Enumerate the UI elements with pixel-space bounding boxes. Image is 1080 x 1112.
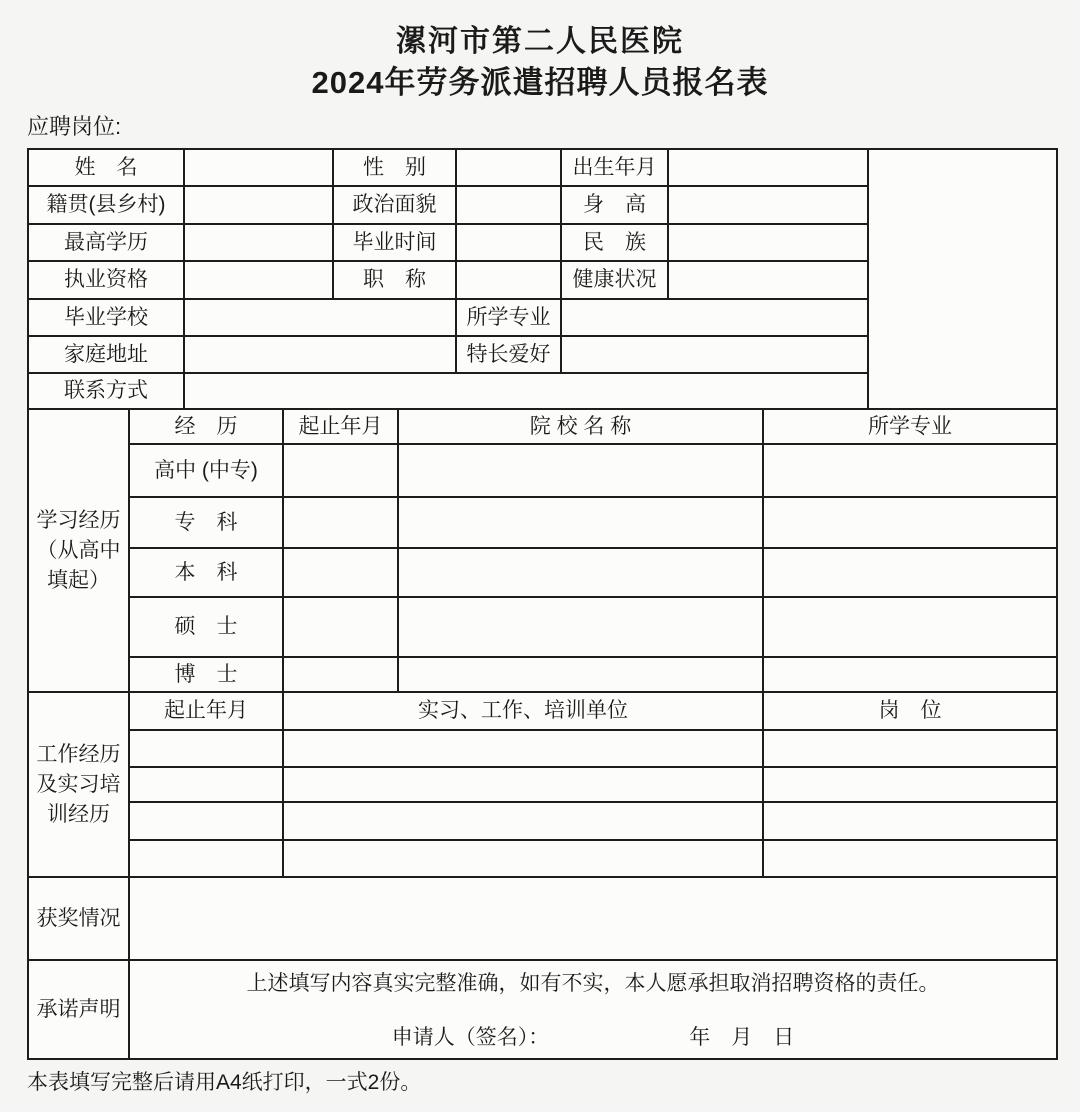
hobbies-label: 特长爱好 <box>456 336 561 373</box>
health-status-input-cell[interactable] <box>668 261 868 299</box>
job-title-label: 职 称 <box>333 261 456 299</box>
edu-college-major-cell[interactable] <box>763 497 1057 548</box>
work-section-label-line3: 训经历 <box>47 802 110 826</box>
edu-bachelor-school-cell[interactable] <box>398 548 763 597</box>
work-2-period-cell[interactable] <box>129 767 283 802</box>
declaration-content-cell <box>129 960 1057 1059</box>
education-header-major: 所学专业 <box>763 409 1057 444</box>
name-input-cell[interactable] <box>184 149 333 186</box>
work-1-unit-cell[interactable] <box>283 730 763 767</box>
native-place-input-cell[interactable] <box>184 186 333 224</box>
work-4-period-cell[interactable] <box>129 840 283 877</box>
edu-highschool-label: 高中 (中专) <box>129 444 283 497</box>
work-4-post-cell[interactable] <box>763 840 1057 877</box>
education-header-school: 院 校 名 称 <box>398 409 763 444</box>
highest-education-label: 最高学历 <box>28 224 184 261</box>
work-1-period-cell[interactable] <box>129 730 283 767</box>
edu-doctor-label: 博 士 <box>129 657 283 692</box>
work-header-period: 起止年月 <box>129 692 283 730</box>
declaration-statement: 上述填写内容真实完整准确，如有不实，本人愿承担取消招聘资格的责任。 <box>246 971 940 995</box>
graduate-school-input-cell[interactable] <box>184 299 456 336</box>
qualification-input-cell[interactable] <box>184 261 333 299</box>
footer-print-note: 本表填写完整后请用A4纸打印，一式2份。 <box>27 1071 422 1094</box>
home-address-label: 家庭地址 <box>28 336 184 373</box>
height-input-cell[interactable] <box>668 186 868 224</box>
date-label: 年 月 日 <box>689 1025 795 1049</box>
education-section-label-line1: 学习经历 <box>36 508 121 532</box>
edu-master-period-cell[interactable] <box>283 597 398 657</box>
form-title: 漯河市第二人民医院 <box>396 25 684 58</box>
edu-college-period-cell[interactable] <box>283 497 398 548</box>
photo-cell[interactable] <box>868 149 1057 409</box>
education-header-period: 起止年月 <box>283 409 398 444</box>
signature-space[interactable] <box>549 1025 689 1051</box>
work-2-unit-cell[interactable] <box>283 767 763 802</box>
edu-college-school-cell[interactable] <box>398 497 763 548</box>
contact-input-cell[interactable] <box>184 373 868 409</box>
political-status-label: 政治面貌 <box>333 186 456 224</box>
edu-master-school-cell[interactable] <box>398 597 763 657</box>
qualification-label: 执业资格 <box>28 261 184 299</box>
ethnicity-label: 民 族 <box>561 224 668 261</box>
edu-master-label: 硕 士 <box>129 597 283 657</box>
edu-doctor-school-cell[interactable] <box>398 657 763 692</box>
job-title-input-cell[interactable] <box>456 261 561 299</box>
edu-bachelor-major-cell[interactable] <box>763 548 1057 597</box>
graduation-date-label: 毕业时间 <box>333 224 456 261</box>
graduation-date-input-cell[interactable] <box>456 224 561 261</box>
edu-highschool-school-cell[interactable] <box>398 444 763 497</box>
work-section-label-line1: 工作经历 <box>36 742 121 766</box>
edu-bachelor-period-cell[interactable] <box>283 548 398 597</box>
highest-education-input-cell[interactable] <box>184 224 333 261</box>
birthdate-label: 出生年月 <box>561 149 668 186</box>
edu-highschool-period-cell[interactable] <box>283 444 398 497</box>
awards-label: 获奖情况 <box>28 877 129 960</box>
hobbies-input-cell[interactable] <box>561 336 868 373</box>
edu-master-major-cell[interactable] <box>763 597 1057 657</box>
work-3-post-cell[interactable] <box>763 802 1057 840</box>
edu-bachelor-label: 本 科 <box>129 548 283 597</box>
edu-college-label: 专 科 <box>129 497 283 548</box>
major-input-cell[interactable] <box>561 299 868 336</box>
gender-input-cell[interactable] <box>456 149 561 186</box>
education-header-experience: 经 历 <box>129 409 283 444</box>
graduate-school-label: 毕业学校 <box>28 299 184 336</box>
home-address-input-cell[interactable] <box>184 336 456 373</box>
health-status-label: 健康状况 <box>561 261 668 299</box>
awards-input-cell[interactable] <box>129 877 1057 960</box>
birthdate-input-cell[interactable] <box>668 149 868 186</box>
contact-label: 联系方式 <box>28 373 184 409</box>
height-label: 身 高 <box>561 186 668 224</box>
work-2-post-cell[interactable] <box>763 767 1057 802</box>
ethnicity-input-cell[interactable] <box>668 224 868 261</box>
declaration-sign-row <box>130 1023 1056 1053</box>
name-label: 姓 名 <box>28 149 184 186</box>
work-4-unit-cell[interactable] <box>283 840 763 877</box>
work-1-post-cell[interactable] <box>763 730 1057 767</box>
edu-doctor-period-cell[interactable] <box>283 657 398 692</box>
work-section-label <box>28 692 129 877</box>
education-section-label-line2: （从高中 <box>36 538 121 562</box>
declaration-label: 承诺声明 <box>28 960 129 1059</box>
application-form-table <box>27 148 1058 1060</box>
education-section-label <box>28 409 129 692</box>
education-section-label-line3: 填起） <box>47 568 110 592</box>
work-3-period-cell[interactable] <box>129 802 283 840</box>
work-3-unit-cell[interactable] <box>283 802 763 840</box>
applicant-signature-label: 申请人（签名）： <box>391 1025 550 1049</box>
major-label: 所学专业 <box>456 299 561 336</box>
edu-highschool-major-cell[interactable] <box>763 444 1057 497</box>
position-field-label: 应聘岗位: <box>27 114 122 139</box>
edu-doctor-major-cell[interactable] <box>763 657 1057 692</box>
gender-label: 性 别 <box>333 149 456 186</box>
work-section-label-line2: 及实习培 <box>36 772 121 796</box>
political-status-input-cell[interactable] <box>456 186 561 224</box>
form-subtitle: 2024年劳务派遣招聘人员报名表 <box>311 65 769 100</box>
native-place-label: 籍贯(县乡村) <box>28 186 184 224</box>
work-header-unit: 实习、工作、培训单位 <box>283 692 763 730</box>
work-header-post: 岗 位 <box>763 692 1057 730</box>
